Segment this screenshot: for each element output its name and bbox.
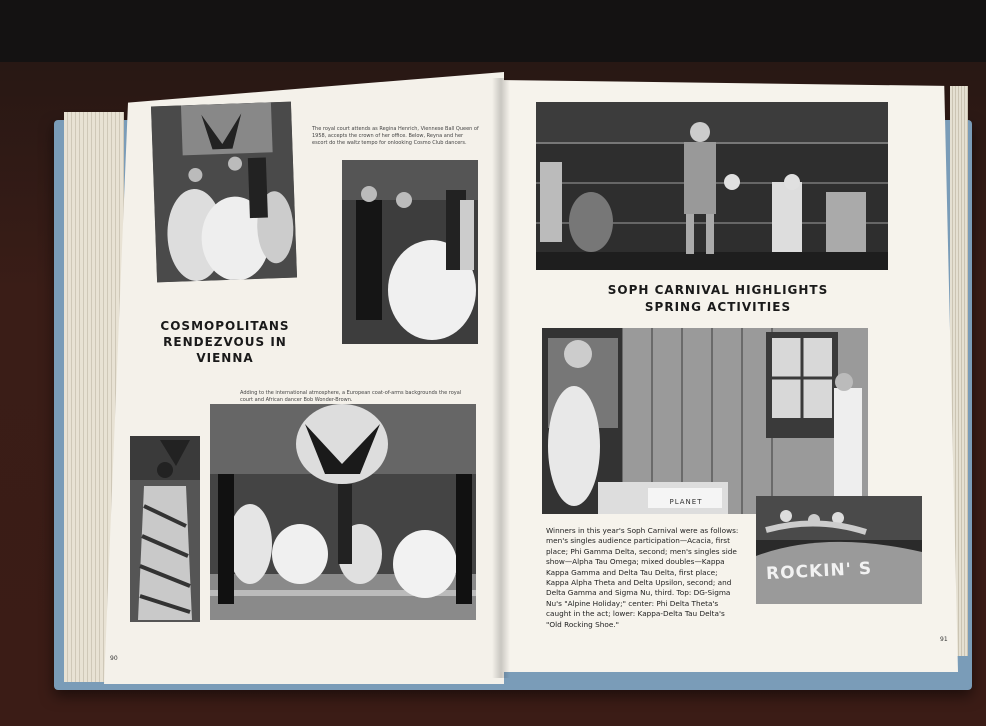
photo-queen-crowning: [151, 102, 297, 283]
headline-cosmopolitans: [140, 318, 310, 366]
headline-line-2: RENDEZVOUS IN VIENNA: [163, 335, 287, 365]
rockin-sign-text: ROCKIN' S: [765, 558, 873, 585]
page-number-left: 90: [110, 655, 118, 662]
page-number-right: 91: [940, 636, 948, 643]
booth-sign-text: PLANET: [669, 498, 703, 506]
caption-top: The royal court attends as Regina Henrich, Viennese Ball Queen of 1958, accepts the crown of her office. Below, Reyna and her escort do the waltz tempo for onlooking Cosmo Club dancers.: [312, 126, 479, 146]
photo-royal-court: [210, 404, 476, 620]
headline-soph-carnival: [590, 282, 846, 316]
photo-caught-in-the-act: [542, 328, 868, 514]
photo-alpine-holiday: [536, 102, 888, 270]
photo-waltz: [342, 160, 478, 344]
photo-old-rocking-shoe: [756, 496, 922, 604]
headline-line-1: SOPH CARNIVAL HIGHLIGHTS: [607, 283, 829, 297]
carnival-winners-text: Winners in this year's Soph Carnival were as follows: men's singles audience participation—Acacia, first place; Phi Gamma Delta, second; men's singles side show—Alpha Tau Omega; mixed doubles—Kappa Kappa Gamma and Delta Tau Delta, first place; Kappa Alpha Theta and Delta Upsilon, second; and Delta Gamma and Sigma Nu, third. Top: DG-Sigma Nu's "Alpine Holiday;" center: Phi Delta Theta's caught in the act; lower: Kappa-Delta Tau Delta's "Old Rocking Shoe.": [546, 526, 739, 629]
background-wall: [0, 0, 986, 62]
headline-line-1: COSMOPOLITANS: [160, 319, 290, 333]
headline-line-2: SPRING ACTIVITIES: [644, 300, 792, 314]
photo-african-dancer: [130, 436, 200, 622]
book-gutter: [492, 78, 510, 678]
caption-middle: Adding to the international atmosphere, a European coat-of-arms backgrounds the royal court and African dancer Bob Wonder-Brown.: [240, 390, 462, 403]
